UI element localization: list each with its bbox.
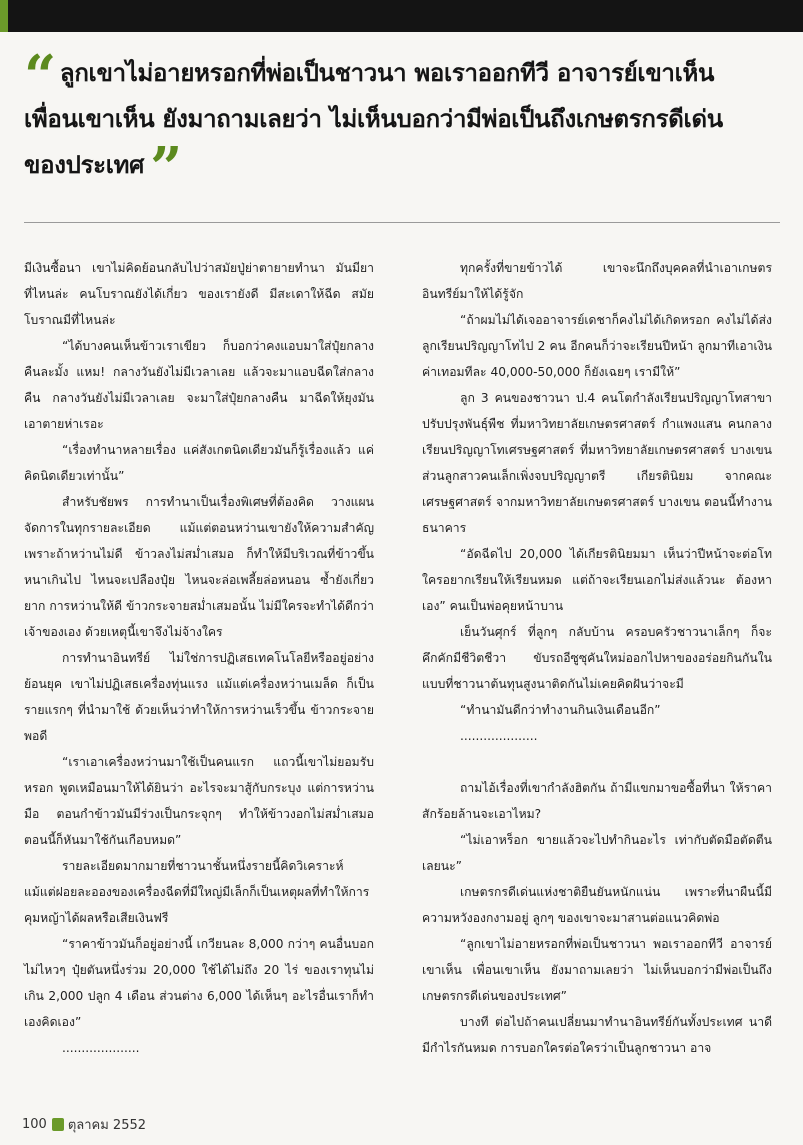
paragraph: ลูก 3 คนของชาวนา ป.4 คนโตกำลังเรียนปริญญาโทสาขาปรับปรุงพันธุ์พืช ที่มหาวิทยาลัยเกษตรศาสตร์ กำแพงแสน คนกลางเรียนปริญญาโทเศรษฐศาสตร์ ที่มหาวิทยาลัยเกษตรศาสตร์ บางเขน ส่วนลูกสาวคนเล็กเพิ่งจบปริญญาตรี เกียรตินิยม จากคณะเศรษฐศาสตร์ จากมหาวิทยาลัยเกษตรศาสตร์ บางเขน ตอนนี้ทำงานธนาคาร <box>422 391 772 535</box>
paragraph: “ได้บางคนเห็นข้าวเราเขียว ก็บอกว่าคงแอบมาใส่ปุ๋ยกลางคืนละมั้ง แหม! กลางวันยังไม่มีเวลาเลย แล้วจะมาแอบฉีดใส่กลางคืน กลางวันยังไม่มีเวลาเลย จะมาใส่ปุ๋ยกลางคืน มาฉีดให้ยุงมันเอาตายห่าเรอะ <box>24 339 374 431</box>
paragraph: บางที ต่อไปถ้าคนเปลี่ยนมาทำนาอินทรีย์กันทั้งประเทศ นาดีมีกำไรกันหมด การบอกใครต่อใครว่าเป็นลูกชาวนา อาจ <box>422 1015 772 1055</box>
paragraph: มีเงินซื้อนา เขาไม่คิดย้อนกลับไปว่าสมัยปู่ย่าตายายทำนา มันมียาที่ไหนล่ะ คนโบราณยังได้เกี่ยว ของเรายังดี มีสะเดาให้ฉีด สมัยโบราณมีที่ไหนล่ะ <box>24 261 374 327</box>
top-bar-accent <box>0 0 8 32</box>
paragraph: ทุกครั้งที่ขายข้าวได้ เขาจะนึกถึงบุคคลที่นำเอาเกษตรอินทรีย์มาให้ได้รู้จัก <box>422 261 772 301</box>
paragraph: “ถ้าผมไม่ได้เจออาจารย์เดชาก็คงไม่ได้เกิดหรอก คงไม่ได้ส่งลูกเรียนปริญญาโทไป 2 คน อีกคนก็ว่าจะเรียนปีหน้า ลูกมาทีเอาเงินค่าเทอมทีละ 40,000-50,000 ก็ยังเฉยๆ เรามีให้” <box>422 313 772 379</box>
paragraph: “ทำนามันดีกว่าทำงานกินเงินเดือนอีก” <box>460 703 661 717</box>
paragraph: เย็นวันศุกร์ ที่ลูกๆ กลับบ้าน ครอบครัวชาวนาเล็กๆ ก็จะคึกคักมีชีวิตชีวา ขับรถอีซูซุคันใหม่ออกไปหาของอร่อยกินกันในแบบที่ชาวนาต้นทุนสูงนาติดกันไม่เคยคิดฝันว่าจะมี <box>422 625 772 691</box>
issue-date: ตุลาคม 2552 <box>67 1117 147 1133</box>
paragraph: รายละเอียดมากมายที่ชาวนาชั้นหนึ่งรายนี้คิดวิเคราะห์ แม้แต่ฝอยละอองของเครื่องฉีดที่มีใหญ่มีเล็กก็เป็นเหตุผลที่ทำให้การคุมหญ้าได้ผลหรือเสียเงินฟรี <box>24 859 370 925</box>
page-number: 100 <box>22 1116 47 1132</box>
paragraph: “อัดฉีดไป 20,000 ได้เกียรตินิยมมา เห็นว่าปีหน้าจะต่อโท ใครอยากเรียนให้เรียนหมด แต่ถ้าจะเรียนเอกไม่ส่งแล้วนะ ต้องหาเอง” คนเป็นพ่อคุยหน้าบาน <box>422 547 772 613</box>
right-column <box>422 255 772 1061</box>
top-bar <box>0 0 803 32</box>
close-quote-icon: ” <box>150 135 183 201</box>
pull-quote-line-3 <box>24 135 794 201</box>
paragraph: “ไม่เอาหร็อก ขายแล้วจะไปทำกินอะไร เท่ากับตัดมือตัดตีนเลยนะ” <box>422 833 772 873</box>
pull-quote-line-1 <box>24 43 794 109</box>
section-separator: .................... <box>460 729 538 743</box>
pull-quote-text-1: ลูกเขาไม่อายหรอกที่พ่อเป็นชาวนา พอเราออกทีวี อาจารย์เขาเห็น <box>59 59 715 87</box>
page-footer <box>22 1114 146 1134</box>
paragraph: เกษตรกรดีเด่นแห่งชาติยืนยันหนักแน่น เพราะที่นาผืนนี้มีความหวังองกงามอยู่ ลูกๆ ของเขาจะมาสานต่อแนวคิดพ่อ <box>422 885 772 925</box>
divider <box>24 222 780 223</box>
paragraph: “ราคาข้าวมันก็อยู่อย่างนี้ เกวียนละ 8,000 กว่าๆ คนอื่นบอกไม่ไหวๆ ปุ๋ยตันหนึ่งร่วม 20,000 ใช้ได้ไม่ถึง 20 ไร่ ของเราทุนไม่เกิน 2,000 ปลูก 4 เดือน ส่วนต่าง 6,000 ได้เห็นๆ อะไรอื่นเราก็ทำเองคิดเอง” <box>24 937 374 1029</box>
section-separator: .................... <box>62 1041 140 1055</box>
pull-quote-line-2: เพื่อนเขาเห็น ยังมาถามเลยว่า ไม่เห็นบอกว่ามีพ่อเป็นถึงเกษตรกรดีเด่น <box>24 105 723 133</box>
paragraph: “เรื่องทำนาหลายเรื่อง แค่สังเกตนิดเดียวมันก็รู้เรื่องแล้ว แค่คิดนิดเดียวเท่านั้น” <box>24 443 374 483</box>
pull-quote <box>24 43 794 201</box>
paragraph: ถามไอ้เรื่องที่เขากำลังฮิตกัน ถ้ามีแขกมาขอซื้อที่นา ให้ราคาสักร้อยล้านจะเอาไหม? <box>422 781 772 821</box>
paragraph: “ลูกเขาไม่อายหรอกที่พ่อเป็นชาวนา พอเราออกทีวี อาจารย์เขาเห็น เพื่อนเขาเห็น ยังมาถามเลยว่า ไม่เห็นบอกว่ามีพ่อเป็นถึงเกษตรกรดีเด่นของประเทศ” <box>422 937 772 1003</box>
magazine-logo-icon <box>52 1118 64 1131</box>
pull-quote-text-3: ของประเทศ <box>24 151 145 179</box>
left-column <box>24 255 374 1061</box>
paragraph: สำหรับชัยพร การทำนาเป็นเรื่องพิเศษที่ต้องคิด วางแผนจัดการในทุกรายละเอียด แม้แต่ตอนหว่านเขายังให้ความสำคัญ เพราะถ้าหว่านไม่ดี ข้าวลงไม่สม่ำเสมอ ก็ทำให้มีบริเวณที่ข้าวขึ้นหนาเกินไป ไหนจะเปลืองปุ๋ย ไหนจะล่อเพลี้ยล่อหนอน ซ้ำยังเกี่ยวยาก การหว่านให้ดี ข้าวกระจายสม่ำเสมอนั้น ไม่มีใครจะทำได้ดีกว่าเจ้าของเอง ด้วยเหตุนี้เขาจึงไม่จ้างใคร <box>24 495 374 639</box>
open-quote-icon: “ <box>24 43 56 109</box>
paragraph: การทำนาอินทรีย์ ไม่ใช่การปฏิเสธเทคโนโลยีหรืออยู่อย่างย้อนยุค เขาไม่ปฏิเสธเครื่องทุ่นแรง แม้แต่เครื่องหว่านเมล็ด ก็เป็นรายแรกๆ ที่นำมาใช้ ด้วยเห็นว่าทำให้การหว่านเร็วขึ้น ข้าวกระจายพอดี <box>24 651 374 743</box>
paragraph: “เราเอาเครื่องหว่านมาใช้เป็นคนแรก แถวนี้เขาไม่ยอมรับหรอก พูดเหมือนมาให้ได้ยินว่า อะไรจะมาสู้กับกระบุง แต่การหว่านมือ ตอนกำข้าวมันมีร่วงเป็นกระจุกๆ ทำให้ข้าวงอกไม่สม่ำเสมอ ตอนนี้ก็หันมาใช้กันเกือบหมด” <box>24 755 374 847</box>
